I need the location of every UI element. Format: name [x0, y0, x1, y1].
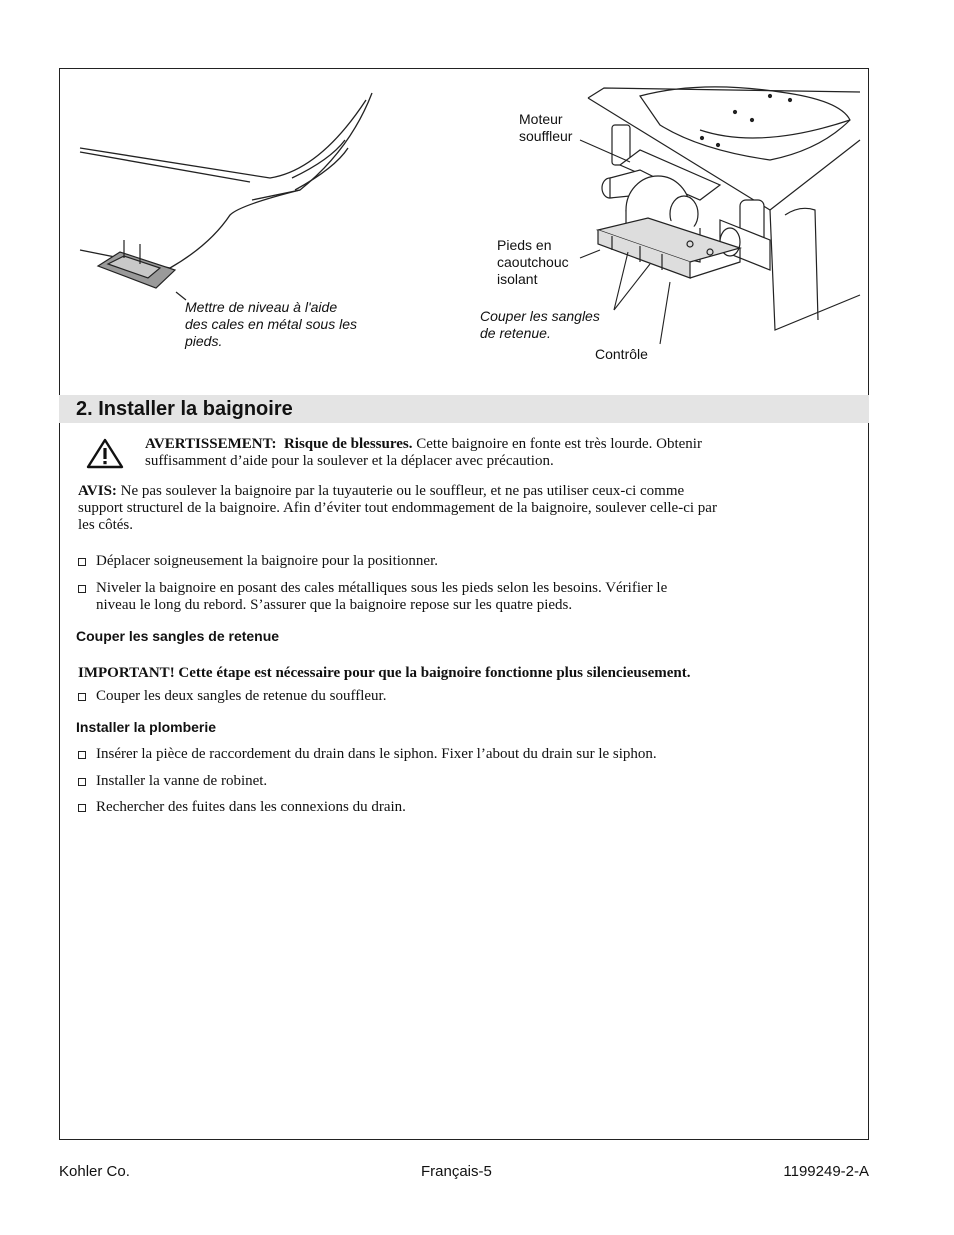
control-box-drawing: [598, 218, 740, 278]
checkbox-square-icon: [78, 804, 86, 812]
important-note: IMPORTANT! Cette étape est nécessaire pour que la baignoire fonctionne plus silencieusement.: [78, 665, 691, 681]
checkbox-square-icon: [78, 585, 86, 593]
checkbox-square-icon: [78, 778, 86, 786]
section-title: 2. Installer la baignoire: [76, 398, 293, 420]
warning-triangle-icon: [86, 437, 124, 469]
level-shim-callout: Mettre de niveau à l'aide des cales en métal sous les pieds.: [185, 299, 357, 349]
blower-motor-callout: Moteur souffleur: [519, 111, 573, 144]
rubber-feet-callout: Pieds en caoutchouc isolant: [497, 237, 569, 287]
notice-text: AVIS: Ne pas soulever la baignoire par la tuyauterie ou le souffleur, et ne pas utiliser ceux-ci comme support structurel de la baignoire. Afin d’éviter tout endommagement de la baignoire, soulever celle-ci par les côtés.: [78, 483, 717, 533]
straps-heading: Couper les sangles de retenue: [76, 628, 280, 644]
checkbox-square-icon: [78, 693, 86, 701]
footer-company: Kohler Co.: [59, 1163, 130, 1180]
installation-illustration: [0, 0, 954, 400]
shim-drawing: [98, 240, 186, 300]
footer-doc-number: 1199249-2-A: [783, 1163, 869, 1180]
cut-straps-callout: Couper les sangles de retenue.: [480, 308, 600, 341]
warning-text: AVERTISSEMENT: Risque de blessures. Cette baignoire en fonte est très lourde. Obtenir suffisamment d’aide pour la soulever et la déplacer avec précaution.: [145, 436, 702, 469]
footer-page-number: Français-5: [421, 1163, 492, 1180]
checkbox-square-icon: [78, 558, 86, 566]
plumbing-heading: Installer la plomberie: [76, 719, 217, 735]
checkbox-square-icon: [78, 751, 86, 759]
control-callout: Contrôle: [595, 346, 648, 362]
